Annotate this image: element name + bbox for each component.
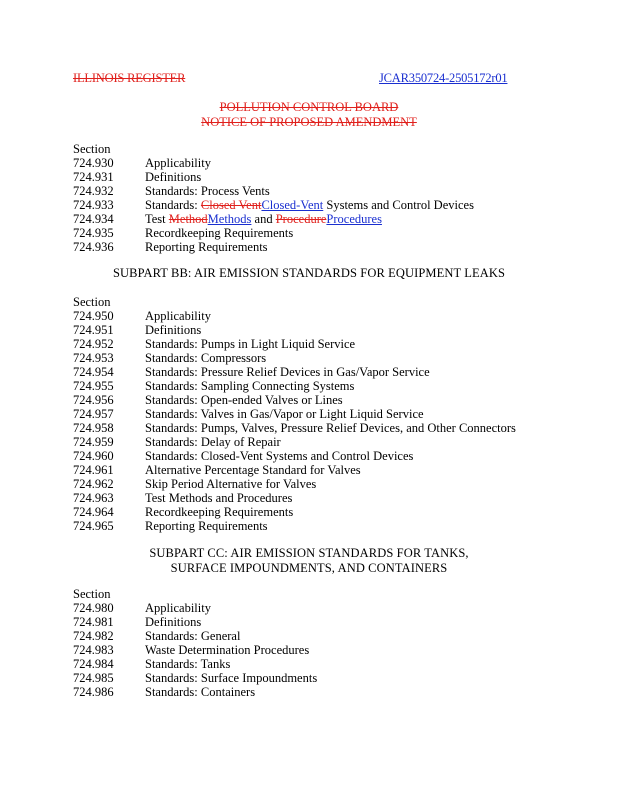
section-title: Alternative Percentage Standard for Valves <box>145 463 361 477</box>
section-number: 724.936 <box>73 240 114 254</box>
section-number: 724.961 <box>73 463 114 477</box>
section-title: Standards: Pumps in Light Liquid Service <box>145 337 356 351</box>
section-title: Standards: Pressure Relief Devices in Gas/Vapor Service <box>145 365 430 379</box>
section-title: Standards: Process Vents <box>145 184 270 198</box>
section-title: Definitions <box>145 615 202 629</box>
deleted-text: Procedure <box>275 212 327 226</box>
list-item <box>73 337 573 351</box>
list-item <box>73 393 573 407</box>
list-item <box>73 615 573 629</box>
section-title: Standards: Pumps, Valves, Pressure Relief Devices, and Other Connectors <box>145 421 516 435</box>
section-title: Applicability <box>145 601 211 615</box>
header-register-title: ILLINOIS REGISTER <box>73 71 186 85</box>
section-label: Section <box>73 587 111 601</box>
list-item <box>73 505 573 519</box>
list-item <box>73 351 573 365</box>
section-number: 724.952 <box>73 337 114 351</box>
section-title: Definitions <box>145 323 202 337</box>
deleted-text: Method <box>168 212 208 226</box>
list-item <box>73 449 573 463</box>
list-item <box>73 407 573 421</box>
section-title: Applicability <box>145 309 211 323</box>
subpart-bb-heading: SUBPART BB: AIR EMISSION STANDARDS FOR EQUIPMENT LEAKS <box>112 266 506 280</box>
section-title: Standards: Surface Impoundments <box>145 671 318 685</box>
section-number: 724.981 <box>73 615 114 629</box>
section-list-3 <box>73 587 573 699</box>
list-item <box>73 240 573 254</box>
list-item <box>73 491 573 505</box>
subpart-cc-line-1: SUBPART CC: AIR EMISSION STANDARDS FOR TANKS, <box>149 546 469 560</box>
section-title: Standards: General <box>145 629 241 643</box>
notice-titles <box>0 100 618 130</box>
list-item <box>73 477 573 491</box>
section-number: 724.964 <box>73 505 114 519</box>
section-list-2 <box>73 295 573 533</box>
section-number: 724.960 <box>73 449 114 463</box>
section-number: 724.958 <box>73 421 114 435</box>
section-title: Recordkeeping Requirements <box>145 505 294 519</box>
section-number: 724.982 <box>73 629 114 643</box>
section-title: Definitions <box>145 170 202 184</box>
list-item <box>73 421 573 435</box>
section-number: 724.986 <box>73 685 114 699</box>
inserted-text: Methods <box>207 212 252 226</box>
section-title: Recordkeeping Requirements <box>145 226 294 240</box>
section-number: 724.984 <box>73 657 114 671</box>
list-item <box>73 184 573 198</box>
section-number: 724.954 <box>73 365 114 379</box>
section-title: Standards: Compressors <box>145 351 267 365</box>
list-item <box>73 156 573 170</box>
list-item <box>73 601 573 615</box>
text-segment: Systems and Control Devices <box>323 198 474 212</box>
section-number: 724.980 <box>73 601 114 615</box>
section-number: 724.955 <box>73 379 114 393</box>
section-number: 724.959 <box>73 435 114 449</box>
section-title: Skip Period Alternative for Valves <box>145 477 317 491</box>
section-number: 724.932 <box>73 184 114 198</box>
section-number: 724.953 <box>73 351 114 365</box>
list-item <box>73 309 573 323</box>
section-number: 724.950 <box>73 309 114 323</box>
section-title: Applicability <box>145 156 211 170</box>
list-item <box>73 379 573 393</box>
subpart-cc-heading <box>0 546 618 576</box>
list-item <box>73 463 573 477</box>
text-segment: and <box>251 212 276 226</box>
list-item <box>73 671 573 685</box>
list-item <box>73 685 573 699</box>
section-title: Waste Determination Procedures <box>145 643 310 657</box>
section-label: Section <box>73 142 111 156</box>
inserted-text: Procedures <box>326 212 382 226</box>
section-title: Standards: Containers <box>145 685 256 699</box>
section-number: 724.930 <box>73 156 114 170</box>
section-number: 724.935 <box>73 226 114 240</box>
section-title <box>145 212 382 226</box>
section-title: Test Methods and Procedures <box>145 491 293 505</box>
inserted-text: Closed-Vent <box>261 198 324 212</box>
section-number: 724.962 <box>73 477 114 491</box>
section-title: Reporting Requirements <box>145 519 268 533</box>
section-title <box>145 198 474 212</box>
section-list-1 <box>73 142 573 254</box>
section-label: Section <box>73 295 111 309</box>
list-item <box>73 212 573 226</box>
section-title: Standards: Delay of Repair <box>145 435 281 449</box>
notice-title: NOTICE OF PROPOSED AMENDMENT <box>201 115 417 129</box>
list-item <box>73 519 573 533</box>
list-item <box>73 657 573 671</box>
section-number: 724.985 <box>73 671 114 685</box>
section-number: 724.934 <box>73 212 114 226</box>
section-number: 724.931 <box>73 170 114 184</box>
list-item <box>73 323 573 337</box>
text-segment: Standards: <box>145 198 201 212</box>
section-title: Standards: Tanks <box>145 657 231 671</box>
list-item <box>73 170 573 184</box>
section-number: 724.933 <box>73 198 114 212</box>
list-item <box>73 198 573 212</box>
list-item <box>73 365 573 379</box>
board-title: POLLUTION CONTROL BOARD <box>219 100 399 114</box>
section-number: 724.965 <box>73 519 114 533</box>
section-number: 724.963 <box>73 491 114 505</box>
deleted-text: Closed Vent <box>200 198 262 212</box>
list-item <box>73 226 573 240</box>
list-item <box>73 643 573 657</box>
list-item <box>73 629 573 643</box>
section-number: 724.951 <box>73 323 114 337</box>
subpart-cc-line-2: SURFACE IMPOUNDMENTS, AND CONTAINERS <box>170 561 448 575</box>
text-segment: Test <box>145 212 169 226</box>
section-title: Standards: Sampling Connecting Systems <box>145 379 355 393</box>
section-title: Standards: Closed-Vent Systems and Control Devices <box>145 449 414 463</box>
section-number: 724.983 <box>73 643 114 657</box>
section-number: 724.957 <box>73 407 114 421</box>
section-title: Standards: Open-ended Valves or Lines <box>145 393 343 407</box>
list-item <box>73 435 573 449</box>
section-title: Reporting Requirements <box>145 240 268 254</box>
section-title: Standards: Valves in Gas/Vapor or Light Liquid Service <box>145 407 424 421</box>
header-jcar-id-link[interactable]: JCAR350724-2505172r01 <box>379 71 508 85</box>
section-number: 724.956 <box>73 393 114 407</box>
